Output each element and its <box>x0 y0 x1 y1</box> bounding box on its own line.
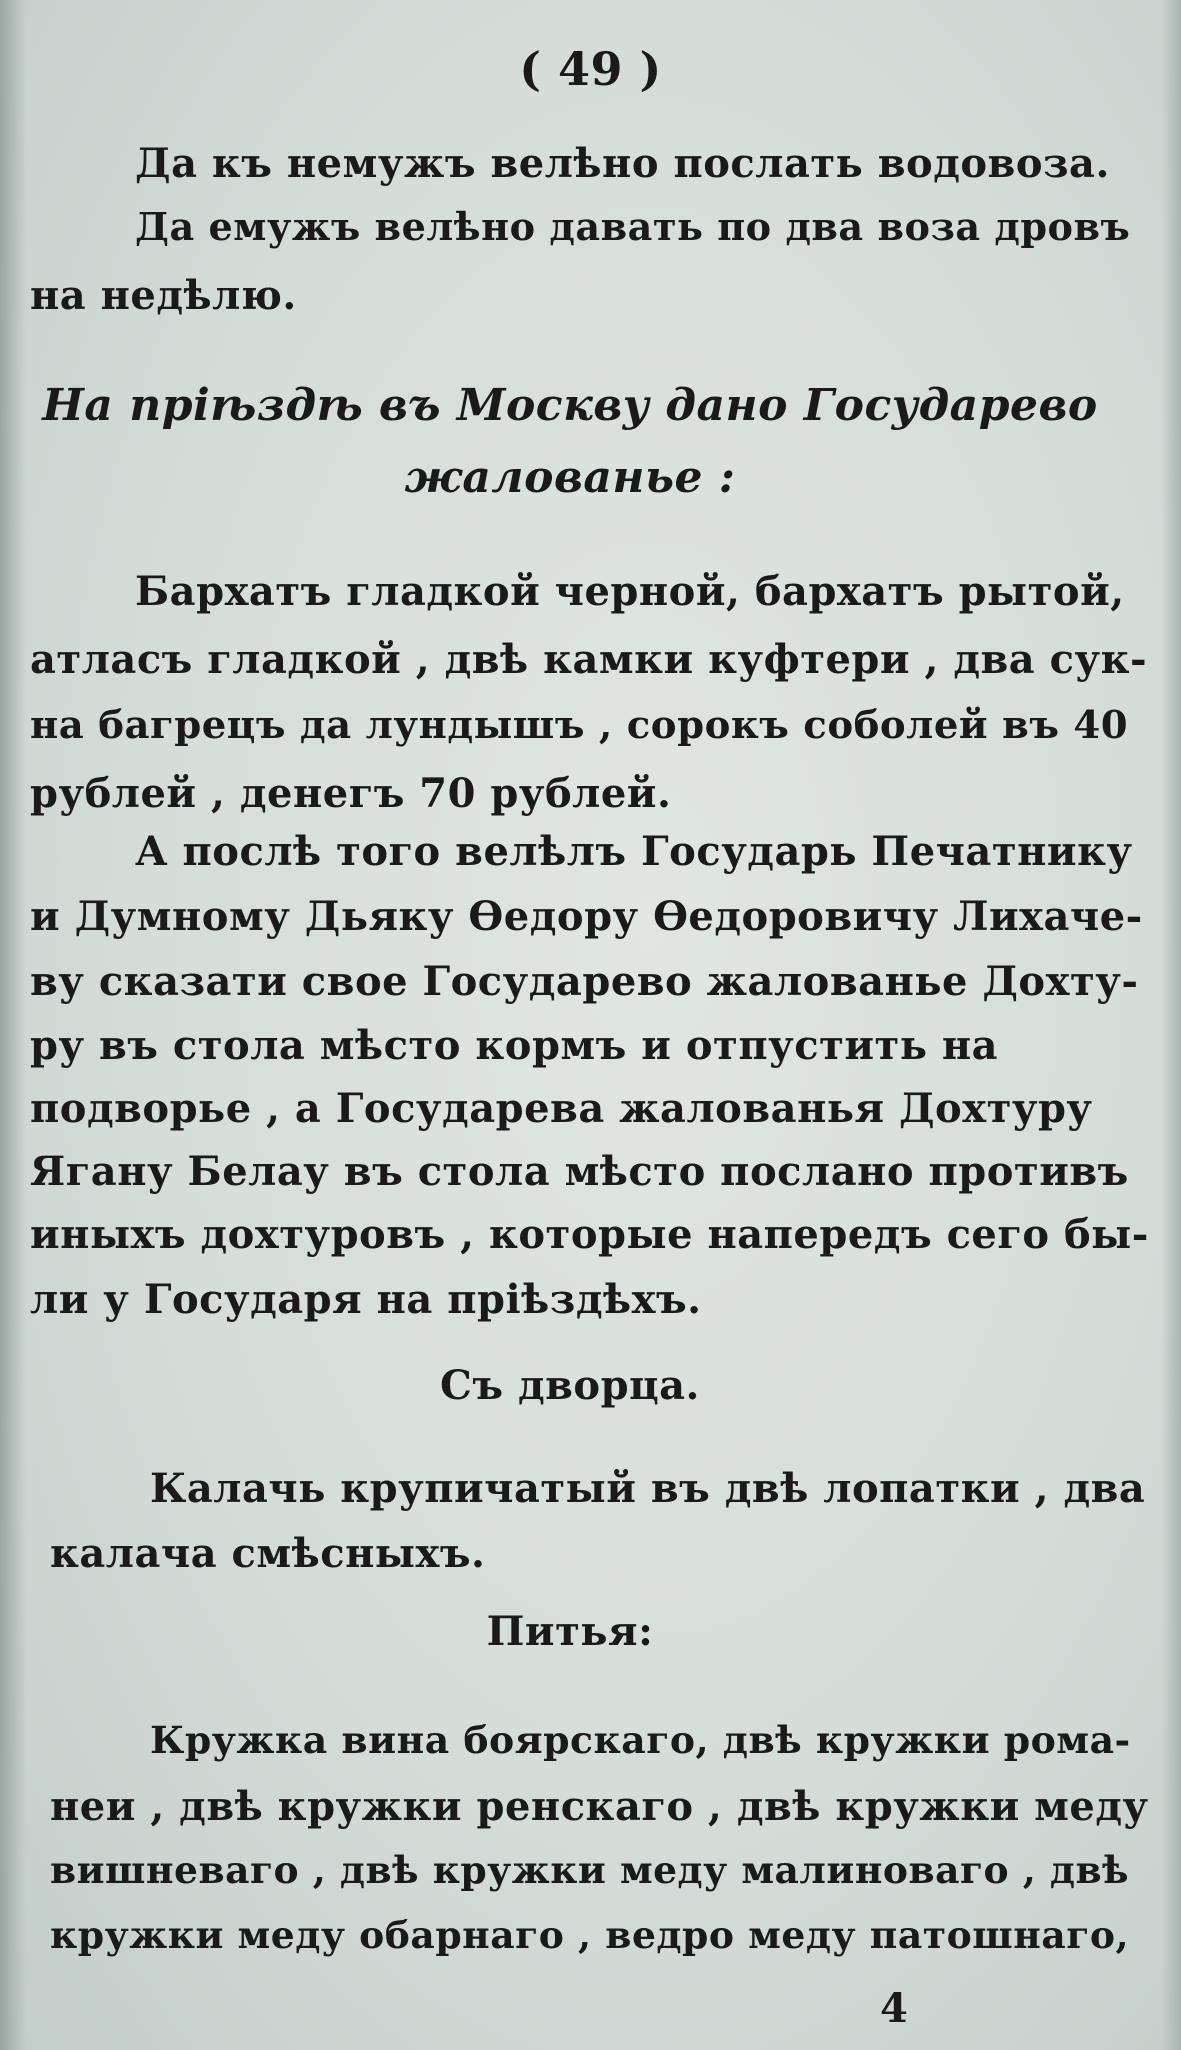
text-line: Бархатъ гладкой черной, бархатъ рытой, <box>135 568 1125 615</box>
signature-mark: 4 <box>880 1985 909 2032</box>
text-line: Да къ немужъ велѣно послать водовоза. <box>135 140 1110 187</box>
text-line: рублей , денегъ 70 рублей. <box>30 770 672 817</box>
text-line: атласъ гладкой , двѣ камки куфтери , два сук- <box>30 636 1148 683</box>
text-line: вишневаго , двѣ кружки меду малиноваго , двѣ <box>50 1848 1130 1892</box>
text-line: Калачь крупичатый въ двѣ лопатки , два <box>150 1465 1146 1512</box>
page-number: ( 49 ) <box>519 42 662 96</box>
text-line: Ягану Белау въ стола мѣсто послано противъ <box>30 1148 1129 1195</box>
text-line: на багрецъ да лундышъ , сорокъ соболей въ 40 <box>30 703 1129 748</box>
text-line: иныхъ дохтуровъ , которые напередъ сего бы- <box>30 1211 1149 1258</box>
text-line: А послѣ того велѣлъ Государь Печатнику <box>135 828 1133 875</box>
section-heading: Питья: <box>486 1608 654 1655</box>
section-heading: На пріѣздѣ въ Москву дано Государево <box>42 380 1098 431</box>
text-line: и Думному Дьяку Ѳедору Ѳедоровичу Лихаче- <box>30 893 1143 940</box>
page-gutter-shadow <box>0 0 26 2050</box>
text-line: кружки меду обарнаго , ведро меду патошнаго, <box>50 1913 1130 1957</box>
text-line: Да емужъ велѣно давать по два воза дровъ <box>135 205 1131 250</box>
text-line: ву сказати свое Государево жалованье Дохту- <box>30 958 1139 1005</box>
text-line: калача смѣсныхъ. <box>50 1530 486 1577</box>
text-line: Кружка вина боярскаго, двѣ кружки рома- <box>150 1718 1131 1762</box>
text-line: ру въ стола мѣсто кормъ и отпустить на <box>30 1022 999 1069</box>
text-line: ли у Государя на пріѣздѣхъ. <box>30 1276 702 1323</box>
section-heading: Съ дворца. <box>440 1362 700 1409</box>
text-line: неи , двѣ кружки ренскаго , двѣ кружки меду <box>50 1783 1149 1830</box>
text-line: подворье , а Государева жалованья Дохтуру <box>30 1085 1093 1132</box>
text-line: на недѣлю. <box>30 272 297 319</box>
section-heading: жалованье : <box>404 452 736 503</box>
